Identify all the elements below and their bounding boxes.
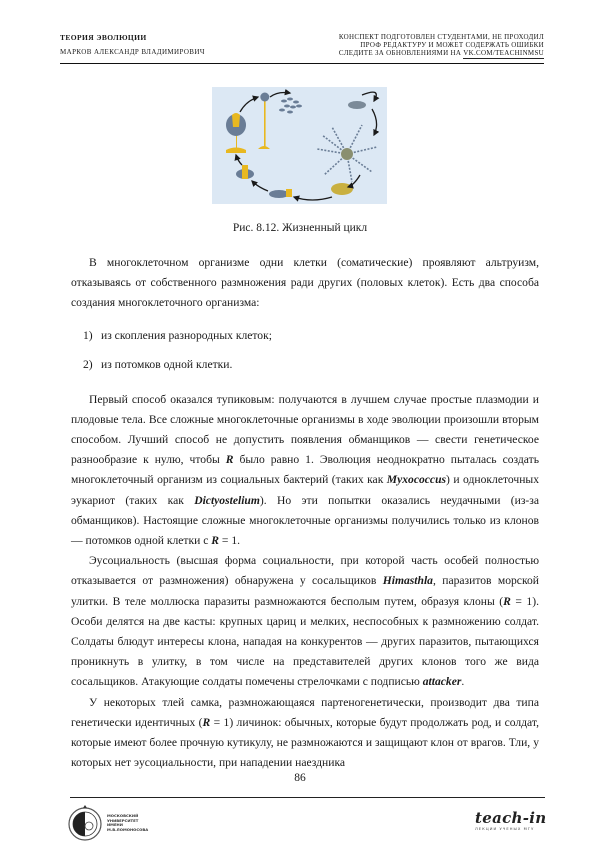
- list-text: из скопления разнородных клеток;: [101, 328, 272, 342]
- fruiting-body-icon: [226, 113, 246, 153]
- list-text: из потомков одной клетки.: [101, 357, 233, 371]
- text-run: Первый способ оказался тупиковым: получаются в лучшем случае простые плазмодии и плодовые тела. Все сложные многоклеточные организмы в ходе эволюции произошли вторым способом. Лучший способ не допустить появления обманщиков — свести генетическое разнообразие к нулю, чтобы: [71, 392, 539, 467]
- spores-icon: [279, 98, 302, 114]
- paragraph-aphids: [71, 693, 539, 774]
- msu-name-line: ИМЕНИ: [107, 822, 123, 828]
- math-r: R: [202, 715, 211, 729]
- paragraph-eusociality: [71, 551, 539, 692]
- text-run: , паразитов морской улитки. В теле моллюска паразиты размножаются бесполым путем, образуя клоны (: [71, 574, 539, 608]
- taxon-myxococcus: Myxococcus: [386, 473, 447, 487]
- msu-name-line: МОСКОВСКИЙ: [107, 813, 139, 818]
- running-header: [60, 33, 544, 63]
- disclaimer-line-2: ПРОФ РЕДАКТУРУ И МОЖЕТ СОДЕРЖАТЬ ОШИБКИ: [360, 41, 544, 50]
- msu-logo: [66, 804, 176, 842]
- header-disclaimer: [339, 33, 544, 58]
- footer-divider: [70, 797, 545, 798]
- msu-name-line: УНИВЕРСИТЕТ: [107, 817, 139, 823]
- feeding-amoebae-icon: [348, 101, 366, 109]
- author-name: МАРКОВ АЛЕКСАНДР ВЛАДИМИРОВИЧ: [60, 48, 205, 56]
- text-run: У некоторых тлей самка, размножающаяся партеногенетически, производит два типа генетически идентичных (: [71, 695, 539, 729]
- body-text: [71, 253, 539, 773]
- stalk-icon: [258, 93, 270, 150]
- teach-in-logo: [475, 810, 550, 838]
- text-run: ) и одноклеточных эукариот (таких как: [71, 473, 540, 507]
- text-run: = 1.: [219, 534, 241, 548]
- text-run: Эусоциальность (высшая форма социальности, при которой часть особей полностью отказывается от размножения) обнаружена у сосальщиков: [71, 554, 539, 588]
- text-run: было равно 1. Эволюция неоднократно пыталась создать многоклеточный организм из социальных бактерий (таких как: [71, 453, 539, 487]
- msu-name: [107, 814, 148, 832]
- math-r: R: [211, 534, 219, 548]
- figure-caption: Рис. 8.12. Жизненный цикл: [232, 222, 368, 234]
- term-attacker: attacker: [422, 675, 462, 689]
- math-r: R: [225, 453, 234, 467]
- taxon-himasthla: Himasthla: [382, 574, 433, 588]
- text-run: = 1) личинок: обычных, которые будут продолжать род, и солдат, которые имеют более прочную кутикулу, не размножаются и защищают клон от врагов. Тли, у которых нет эусоциальности, при нападении наездника: [71, 715, 539, 770]
- header-left: [60, 33, 205, 57]
- teach-in-wordmark: teach-in: [475, 809, 547, 827]
- page-number: 86: [294, 772, 306, 784]
- life-cycle-figure: [212, 87, 387, 204]
- math-r: R: [503, 594, 511, 608]
- disclaimer-line-3: [339, 49, 544, 57]
- teach-in-tagline: ЛЕКЦИИ УЧЕНЫХ МГУ: [475, 827, 535, 831]
- text-run: .: [461, 675, 465, 689]
- text-run: = 1). Особи делятся на две касты: крупных цариц и мелких, неспособных к размножению солдат. Солдаты блюдут интересы клона, нападая на конкурентов — других паразитов, пытающихся проникнуть в улитку, в том числе на представителей других клонов того же вида сосальщиков. Атакующие солдаты помечены стрелочками с подписью: [71, 594, 539, 689]
- disclaimer-line-1: КОНСПЕКТ ПОДГОТОВЛЕН СТУДЕНТАМИ, НЕ ПРОХОДИЛ: [338, 33, 544, 41]
- paragraph-intro: В многоклеточном организме одни клетки (соматические) проявляют альтруизм, отказываясь от собственного размножения ради других (половых клеток). Есть два способа создания многоклеточного организма:: [71, 256, 539, 310]
- paragraph-multicellularity: [71, 390, 539, 552]
- list-number: 1): [83, 328, 93, 342]
- msu-emblem-icon: [66, 804, 104, 842]
- mound-icon: [331, 183, 353, 195]
- list-number: 2): [83, 357, 93, 371]
- list-item: [71, 326, 539, 346]
- text-run: ). Но эти попытки оказались неудачными (из-за обманщиков). Настоящие сложные многоклеточные организмы получились только из клонов — потомков одной клетки с: [71, 493, 539, 548]
- msu-name-line: М.В.ЛОМОНОСОВА: [107, 826, 149, 832]
- life-cycle-diagram: [212, 87, 387, 204]
- vk-link[interactable]: VK.COM/TEACHINMSU: [463, 49, 544, 58]
- header-divider: [60, 63, 544, 64]
- disclaimer-line-3-prefix: СЛЕДИТЕ ЗА ОБНОВЛЕНИЯМИ НА: [338, 49, 464, 58]
- list-item: [71, 355, 539, 375]
- course-title: ТЕОРИЯ ЭВОЛЮЦИИ: [60, 33, 147, 42]
- taxon-dictyostelium: Dictyostelium: [194, 493, 260, 507]
